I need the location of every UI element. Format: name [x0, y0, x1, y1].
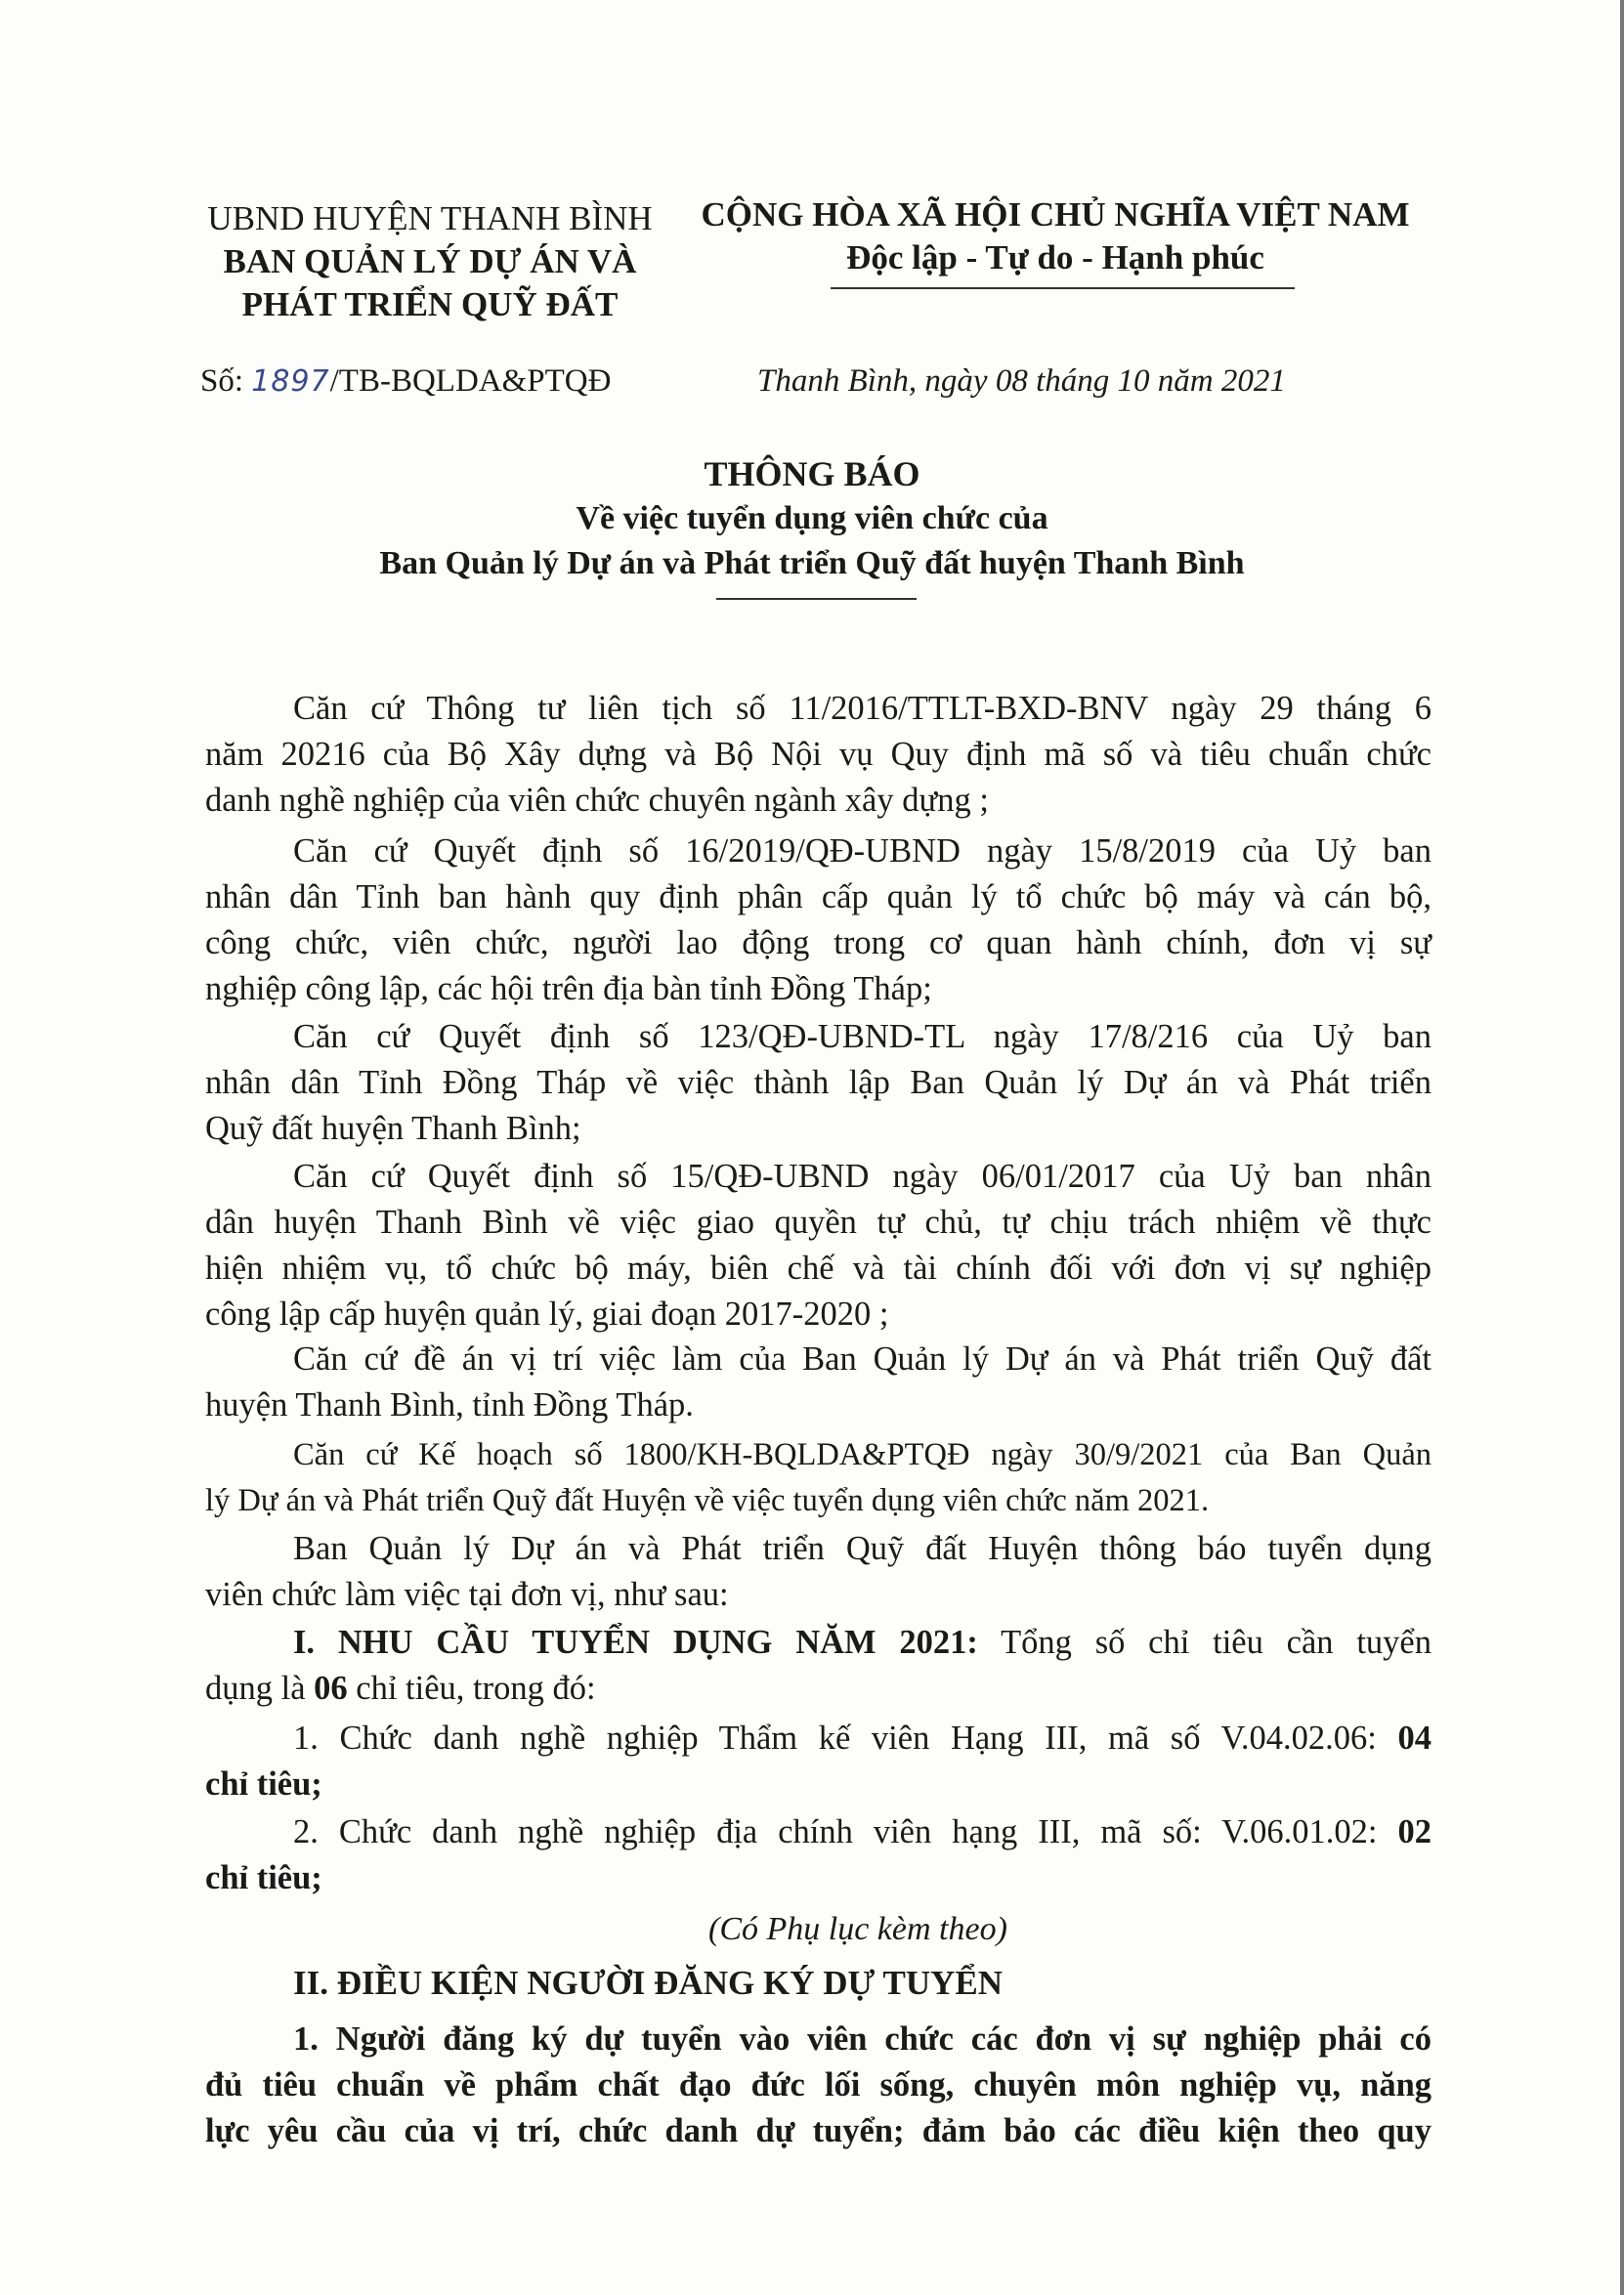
- text-line: hiện nhiệm vụ, tổ chức bộ máy, biên chế và tài chính đối với đơn vị sự nghiệp: [205, 1250, 1432, 1287]
- nation-title: CỘNG HÒA XÃ HỘI CHỦ NGHĨA VIỆT NAM: [701, 195, 1410, 234]
- section-1-line: [205, 1620, 1432, 1666]
- paragraph-legal-basis-2: [205, 829, 1432, 1012]
- agency-name-line2: PHÁT TRIỂN QUỸ ĐẤT: [241, 285, 619, 323]
- recruitment-item-1: [205, 1716, 1432, 1807]
- section-1-heading: I. NHU CẦU TUYỂN DỤNG NĂM 2021:: [293, 1624, 978, 1661]
- text-line: Căn cứ đề án vị trí việc làm của Ban Quản lý Dự án và Phát triển Quỹ đất: [293, 1340, 1432, 1378]
- scan-edge: [1620, 0, 1624, 2295]
- agency-parent: UBND HUYỆN THANH BÌNH: [207, 199, 653, 237]
- paragraph-legal-basis-5: [205, 1337, 1432, 1428]
- document-number: [200, 363, 611, 400]
- item-1-line: [205, 1716, 1432, 1762]
- section-2-paragraph-1: [205, 2017, 1432, 2154]
- place-date: Thanh Bình, ngày 08 tháng 10 năm 2021: [757, 363, 1286, 399]
- text-line: dân huyện Thanh Bình về việc giao quyền tự chủ, tự chịu trách nhiệm về thực: [205, 1204, 1432, 1241]
- motto-underline: [831, 287, 1295, 289]
- agency-block: [191, 197, 669, 326]
- section-1-line-2: [205, 1666, 1432, 1712]
- section-recruitment-needs: [205, 1620, 1432, 1712]
- document-subtitle-1: Về việc tuyển dụng viên chức của: [576, 500, 1048, 536]
- text-line: danh nghề nghiệp của viên chức chuyên ngành xây dựng ;: [205, 782, 989, 819]
- text-line: đủ tiêu chuẩn về phẩm chất đạo đức lối sống, chuyên môn nghiệp vụ, năng: [205, 2066, 1432, 2104]
- handwritten-number: 1897: [251, 364, 330, 399]
- text-line: Căn cứ Kế hoạch số 1800/KH-BQLDA&PTQĐ ngày 30/9/2021 của Ban Quản: [293, 1437, 1432, 1472]
- text-line: 1. Người đăng ký dự tuyển vào viên chức các đơn vị sự nghiệp phải có: [293, 2020, 1432, 2058]
- paragraph-legal-basis-4: [205, 1154, 1432, 1338]
- text-line: công lập cấp huyện quản lý, giai đoạn 2017-2020 ;: [205, 1296, 889, 1333]
- text-line: viên chức làm việc tại đơn vị, như sau:: [205, 1576, 729, 1613]
- text-line: nghiệp công lập, các hội trên địa bàn tỉnh Đồng Tháp;: [205, 970, 932, 1007]
- paragraph-legal-basis-3: [205, 1014, 1432, 1152]
- section-2-heading: II. ĐIỀU KIỆN NGƯỜI ĐĂNG KÝ DỰ TUYỂN: [293, 1964, 1003, 2002]
- item-2-unit: chỉ tiêu;: [205, 1859, 322, 1896]
- agency-name-line1: BAN QUẢN LÝ DỰ ÁN VÀ: [223, 242, 637, 280]
- title-underline: [716, 598, 917, 600]
- paragraph-announcement: [205, 1526, 1432, 1618]
- text-span: chỉ tiêu, trong đó:: [347, 1670, 596, 1707]
- item-2-line: [205, 1809, 1432, 1855]
- total-quota: 06: [314, 1670, 348, 1707]
- item-1-unit: chỉ tiêu;: [205, 1765, 322, 1803]
- paragraph-legal-basis-6: [205, 1432, 1432, 1524]
- text-line: năm 20216 của Bộ Xây dựng và Bộ Nội vụ Quy định mã số và tiêu chuẩn chức: [205, 736, 1432, 773]
- text-span: 2. Chức danh nghề nghiệp địa chính viên hạng III, mã số: V.06.01.02:: [293, 1813, 1398, 1850]
- number-label: Số:: [200, 363, 244, 399]
- document-subtitle-2: Ban Quản lý Dự án và Phát triển Quỹ đất huyện Thanh Bình: [379, 545, 1245, 581]
- text-line: Căn cứ Quyết định số 123/QĐ-UBND-TL ngày 17/8/216 của Uỷ ban: [293, 1018, 1432, 1055]
- document-title: THÔNG BÁO: [704, 454, 920, 493]
- text-line: huyện Thanh Bình, tỉnh Đồng Tháp.: [205, 1386, 694, 1424]
- text-span: 1. Chức danh nghề nghiệp Thẩm kế viên Hạng III, mã số V.04.02.06:: [293, 1720, 1398, 1757]
- appendix-note: (Có Phụ lục kèm theo): [708, 1911, 1007, 1947]
- nation-block: [684, 193, 1427, 279]
- text-line: Căn cứ Quyết định số 15/QĐ-UBND ngày 06/01/2017 của Uỷ ban nhân: [293, 1158, 1432, 1195]
- paragraph-legal-basis-1: [205, 686, 1432, 824]
- text-line: lý Dự án và Phát triển Quỹ đất Huyện về việc tuyển dụng viên chức năm 2021.: [205, 1483, 1210, 1518]
- text-line: Ban Quản lý Dự án và Phát triển Quỹ đất Huyện thông báo tuyển dụng: [293, 1530, 1432, 1567]
- text-line: công chức, viên chức, người lao động trong cơ quan hành chính, đơn vị sự: [205, 924, 1432, 961]
- text-line: Căn cứ Quyết định số 16/2019/QĐ-UBND ngày 15/8/2019 của Uỷ ban: [293, 832, 1432, 870]
- text-line: nhân dân Tỉnh ban hành quy định phân cấp quản lý tổ chức bộ máy và cán bộ,: [205, 878, 1432, 915]
- text-span: dụng là: [205, 1670, 315, 1707]
- text-line: Quỹ đất huyện Thanh Bình;: [205, 1110, 581, 1147]
- text-line: Căn cứ Thông tư liên tịch số 11/2016/TTLT-BXD-BNV ngày 29 tháng 6: [293, 690, 1432, 727]
- motto: Độc lập - Tự do - Hạnh phúc: [846, 238, 1264, 276]
- text-span: Tổng số chỉ tiêu cần tuyển: [977, 1624, 1432, 1661]
- text-line: lực yêu cầu của vị trí, chức danh dự tuyển; đảm bảo các điều kiện theo quy: [205, 2112, 1432, 2149]
- text-line: nhân dân Tỉnh Đồng Tháp về việc thành lập Ban Quản lý Dự án và Phát triển: [205, 1064, 1432, 1101]
- item-1-count: 04: [1397, 1720, 1432, 1757]
- item-2-count: 02: [1397, 1813, 1432, 1850]
- recruitment-item-2: [205, 1809, 1432, 1901]
- number-suffix: /TB-BQLDA&PTQĐ: [329, 363, 612, 399]
- document-title-block: [0, 451, 1624, 586]
